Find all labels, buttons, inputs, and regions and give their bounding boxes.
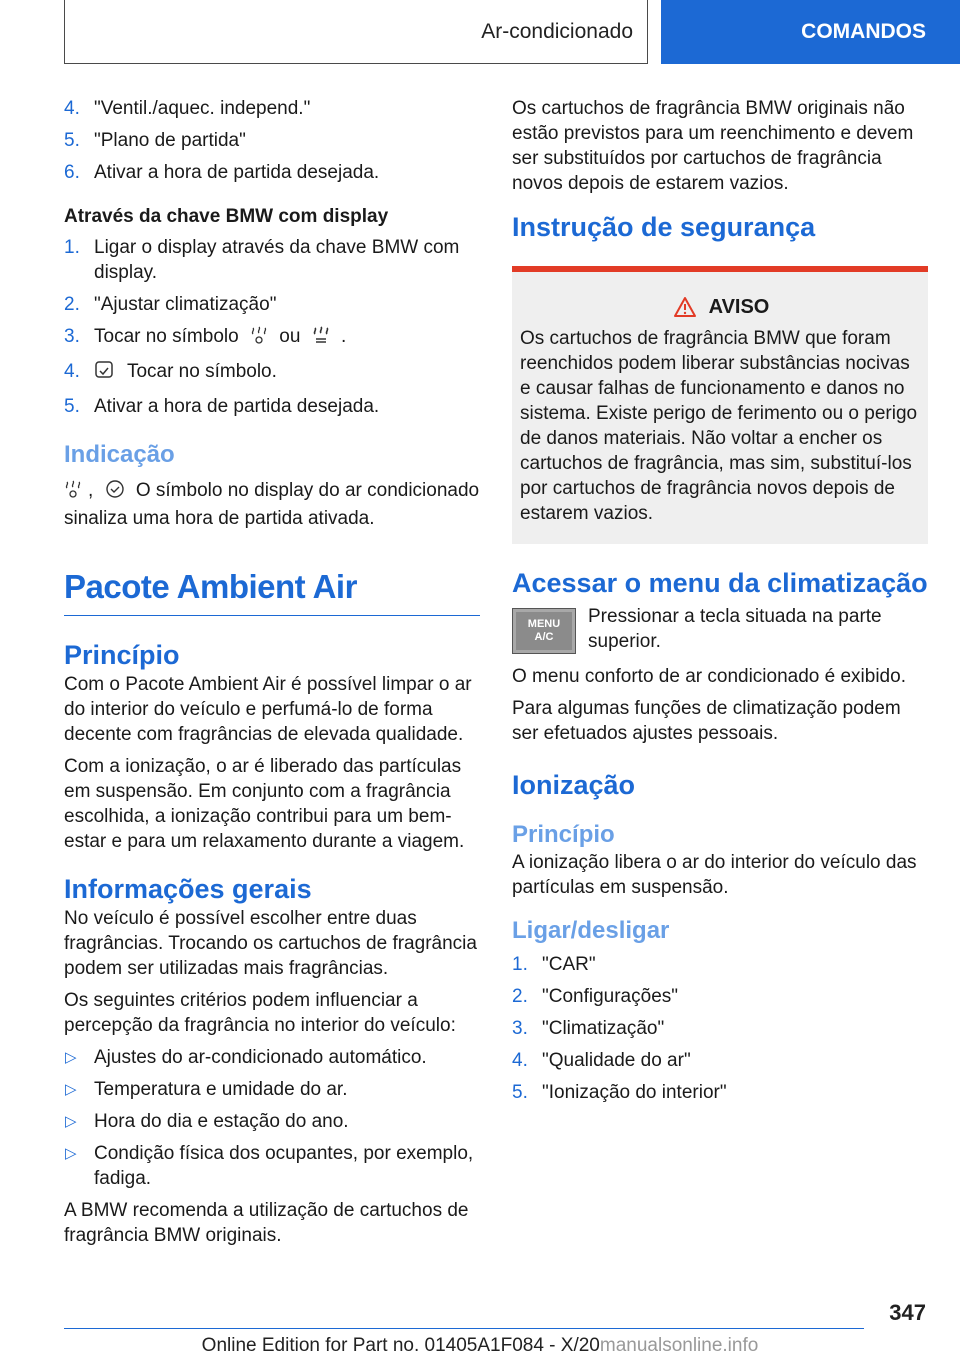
header-section-title: Ar-condicionado [481, 19, 633, 43]
warning-box [512, 266, 928, 544]
list-item: 4. "Qualidade do ar" [512, 1050, 691, 1071]
ion-principle-heading: Princípio [512, 821, 615, 848]
list-item: 2. "Ajustar climatização" [64, 294, 277, 315]
list-item: 3. Tocar no símbolo ou . [64, 324, 480, 352]
fan-heat-bold-icon [312, 325, 330, 352]
triangle-bullet-icon: ▷ [65, 1113, 77, 1130]
right-column [512, 96, 928, 1112]
criteria-list [64, 1045, 480, 1191]
key-display-icon [94, 360, 116, 387]
menu-text: Pressionar a tecla situada na parte superior. [588, 606, 882, 652]
menu-ac-key-icon: MENU A/C [512, 608, 576, 654]
warning-text: Os cartuchos de fragrância BMW que foram reenchidos podem liberar substâncias nocivas e causar falhas de funcionamento e danos no sistema. Existe perigo de ferimento ou o perigo de danos materiais. Não voltar a encher os cartuchos de fragrância, mas sim, substituí-los por cartuchos de fragrância novos depois de estarem vazios. [520, 328, 918, 524]
triangle-bullet-icon: ▷ [65, 1049, 77, 1066]
list-item: 5. "Ionização do interior" [512, 1082, 727, 1103]
list-item: 1. Ligar o display através da chave BMW com display. [64, 237, 460, 283]
paragraph: Os cartuchos de fragrância BMW originais não estão previstos para um reenchimento e devem ser substituídos por cartuchos de fragrância novos depois de estarem vazios. [512, 98, 914, 194]
paragraph: Com o Pacote Ambient Air é possível limpar o ar do interior do veículo e perfumá-lo de forma decente com fragrâncias de elevada qualidade. [64, 674, 472, 745]
footer-watermark: manualsonline.info [599, 1335, 759, 1356]
list-item: 6. Ativar a hora de partida desejada. [64, 162, 380, 183]
header-chapter [661, 0, 960, 64]
note-heading: Indicação [64, 441, 175, 468]
on-off-heading: Ligar/desligar [512, 917, 670, 944]
section-title: Pacote Ambient Air [64, 567, 480, 616]
menu-instruction [512, 604, 928, 654]
list-item: ▷ Condição física dos ocupantes, por exemplo, fadiga. [65, 1143, 474, 1189]
paragraph: No veículo é possível escolher entre duas fragrâncias. Trocando os cartuchos de fragrância podem ser utilizadas mais fragrâncias. [64, 908, 477, 979]
fan-heat-icon [250, 325, 268, 352]
list-item: 4. "Ventil./aquec. independ." [64, 98, 311, 119]
footer-divider [64, 1328, 864, 1329]
list-item: ▷ Hora do dia e estação do ano. [65, 1111, 349, 1132]
list-item: 1. "CAR" [512, 954, 596, 975]
list-item: 5. Ativar a hora de partida desejada. [64, 396, 380, 417]
ionization-heading: Ionização [512, 770, 636, 800]
list-item: ▷ Ajustes do ar-condicionado automático. [65, 1047, 427, 1068]
principle-heading: Princípio [64, 640, 180, 670]
footer-text: Online Edition for Part no. 01405A1F084 - X/20 [201, 1335, 600, 1356]
steps-list-key [64, 235, 480, 419]
paragraph: Para algumas funções de climatização podem ser efetuados ajustes pessoais. [512, 698, 901, 744]
menu-heading: Acessar o menu da climatização [512, 568, 928, 598]
paragraph: A BMW recomenda a utilização de cartuchos de fragrância BMW originais. [64, 1200, 469, 1246]
triangle-bullet-icon: ▷ [65, 1145, 77, 1162]
left-column [64, 96, 480, 1248]
paragraph: Com a ionização, o ar é liberado das partículas em suspensão. Em conjunto com a fragrância escolhida, a ionização contribui para um bem-estar e para um relaxamento durante a viagem. [64, 756, 465, 852]
paragraph: A ionização libera o ar do interior do veículo das partículas em suspensão. [512, 852, 917, 898]
header-section [64, 0, 648, 64]
paragraph: Os seguintes critérios podem influenciar a percepção da fragrância no interior do veículo: [64, 990, 456, 1036]
warning-title: AVISO [520, 294, 922, 320]
header-chapter-title: COMANDOS [801, 20, 926, 43]
fan-heat-icon [64, 479, 82, 506]
clock-icon [105, 479, 125, 506]
list-item: 3. "Climatização" [512, 1018, 665, 1039]
note-text: , O símbolo no display do ar condicionado sinaliza uma hora de partida ativada. [64, 480, 480, 529]
warning-triangle-icon [673, 296, 697, 318]
list-item: 5. "Plano de partida" [64, 130, 246, 151]
footer [0, 1335, 960, 1357]
list-item: 2. "Configurações" [512, 986, 679, 1007]
list-item: ▷ Temperatura e umidade do ar. [65, 1079, 348, 1100]
ionization-steps [512, 952, 928, 1105]
paragraph: O menu conforto de ar condicionado é exibido. [512, 666, 906, 687]
key-heading: Através da chave BMW com display [64, 206, 389, 227]
list-item: 4. Tocar no símbolo. [64, 359, 480, 387]
page-number: 347 [889, 1300, 926, 1325]
general-info-heading: Informações gerais [64, 874, 312, 904]
steps-list-app [64, 96, 480, 185]
triangle-bullet-icon: ▷ [65, 1081, 77, 1098]
safety-heading: Instrução de segurança [512, 212, 816, 242]
